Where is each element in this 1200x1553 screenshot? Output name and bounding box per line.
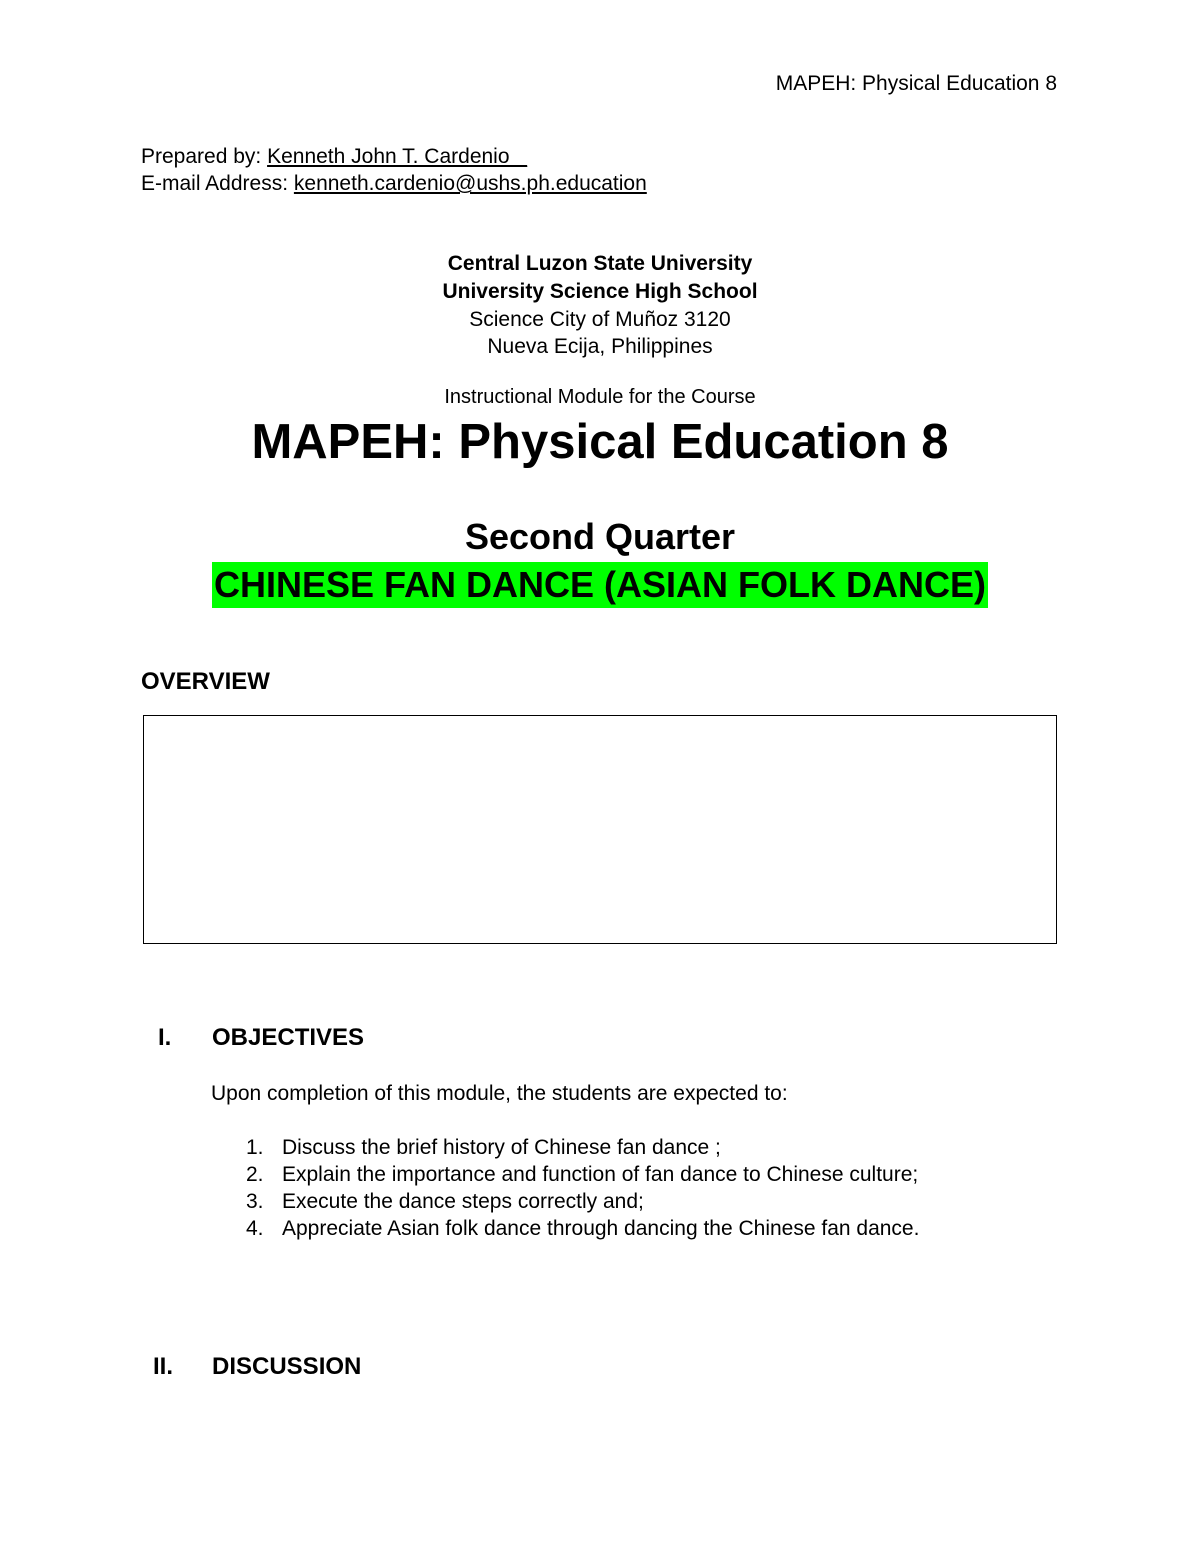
city-line: Science City of Muñoz 3120 bbox=[469, 308, 731, 331]
discussion-number: II. bbox=[153, 1353, 174, 1380]
prepared-by-label: Prepared by: bbox=[141, 145, 268, 168]
institution-names bbox=[0, 250, 1200, 306]
email-label: E-mail Address: bbox=[141, 172, 294, 195]
province-line: Nueva Ecija, Philippines bbox=[487, 335, 713, 358]
list-item-number: 1. bbox=[246, 1136, 264, 1159]
author-name: Kenneth John T. Cardenio _ bbox=[267, 145, 528, 168]
objectives-intro: Upon completion of this module, the students are expected to: bbox=[211, 1082, 788, 1105]
list-item bbox=[246, 1161, 919, 1188]
list-item-text: Execute the dance steps correctly and; bbox=[282, 1190, 644, 1213]
topic-wrapper bbox=[0, 562, 1200, 608]
email-link[interactable]: kenneth.cardenio@ushs.ph.education bbox=[293, 172, 647, 195]
prepared-by-line bbox=[141, 143, 647, 170]
institution-address bbox=[0, 306, 1200, 360]
quarter-title: Second Quarter bbox=[464, 516, 736, 557]
list-item-text: Explain the importance and function of fan dance to Chinese culture; bbox=[282, 1163, 919, 1186]
list-item-number: 3. bbox=[246, 1190, 264, 1213]
list-item bbox=[246, 1215, 919, 1242]
objectives-number: I. bbox=[158, 1024, 172, 1051]
discussion-heading: DISCUSSION bbox=[212, 1353, 362, 1380]
list-item bbox=[246, 1134, 919, 1161]
prepared-by-block bbox=[141, 143, 647, 197]
university-name: Central Luzon State University bbox=[447, 252, 753, 275]
objectives-heading: OBJECTIVES bbox=[212, 1024, 365, 1051]
list-item bbox=[246, 1188, 919, 1215]
overview-box bbox=[143, 715, 1057, 944]
objectives-list bbox=[246, 1134, 919, 1242]
list-item-text: Appreciate Asian folk dance through dancing the Chinese fan dance. bbox=[282, 1217, 920, 1240]
email-line bbox=[141, 170, 647, 197]
overview-heading: OVERVIEW bbox=[141, 668, 270, 695]
course-title: MAPEH: Physical Education 8 bbox=[251, 415, 949, 469]
course-intro: Instructional Module for the Course bbox=[444, 386, 756, 408]
topic-title: CHINESE FAN DANCE (ASIAN FOLK DANCE) bbox=[212, 562, 988, 608]
school-name: University Science High School bbox=[442, 280, 758, 303]
list-item-text: Discuss the brief history of Chinese fan dance ; bbox=[282, 1136, 721, 1159]
running-header: MAPEH: Physical Education 8 bbox=[775, 72, 1057, 95]
list-item-number: 4. bbox=[246, 1217, 264, 1240]
list-item-number: 2. bbox=[246, 1163, 264, 1186]
